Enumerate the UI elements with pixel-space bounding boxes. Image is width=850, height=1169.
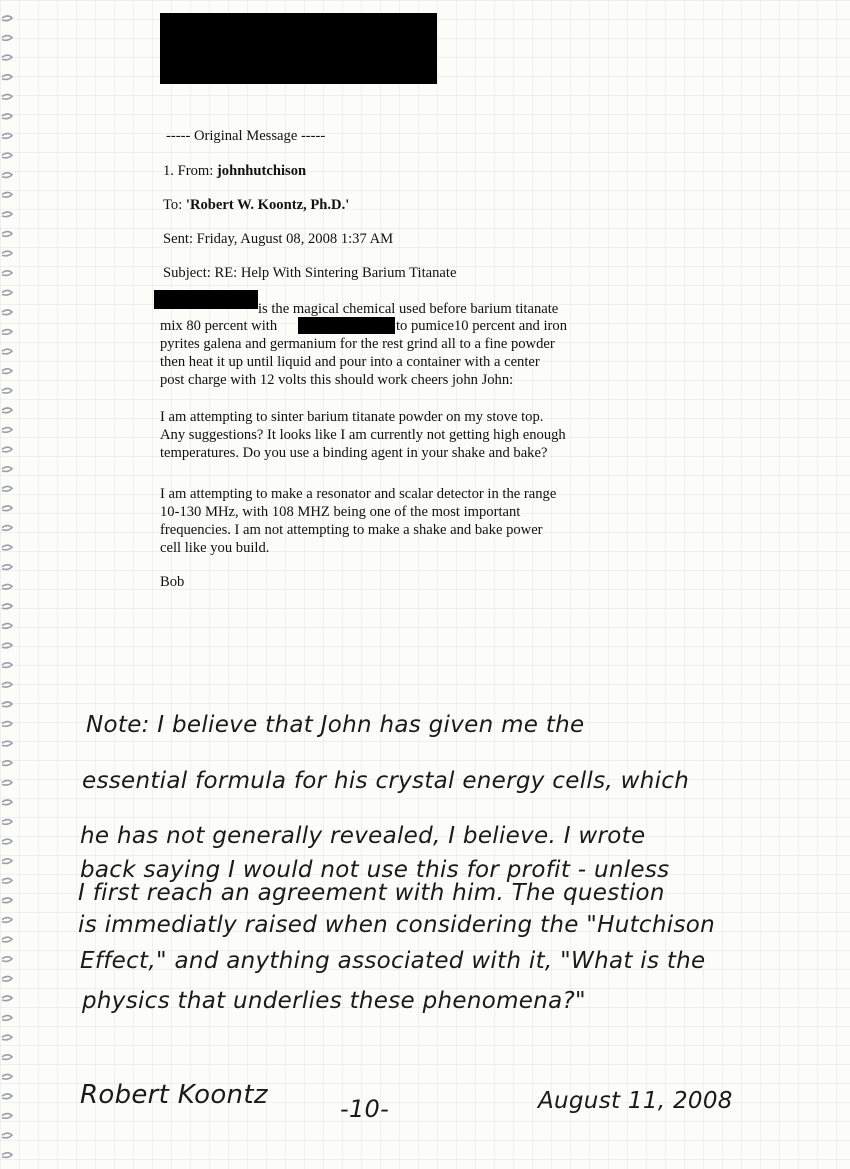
redaction-chemical-name (154, 290, 258, 309)
body-para2-line-4: cell like you build. (160, 540, 270, 556)
binding-hole-icon (2, 839, 12, 844)
binding-hole-icon (2, 232, 12, 237)
binding-hole-icon (2, 173, 12, 178)
binding-hole-icon (2, 545, 12, 550)
body-para1-line-2: Any suggestions? It looks like I am currently not getting high enough (160, 427, 566, 443)
note-line-8: physics that underlies these phenomena?" (82, 988, 586, 1014)
spiral-binding-holes (0, 0, 22, 1169)
note-line-7: Effect," and anything associated with it, "What is the (80, 948, 706, 974)
note-line-5: I first reach an agreement with him. The question (78, 880, 665, 906)
binding-hole-icon (2, 290, 12, 295)
body-para2-line-2: 10-130 MHz, with 108 MHZ being one of the most important (160, 504, 521, 520)
binding-hole-icon (2, 1016, 12, 1021)
binding-hole-icon (2, 722, 12, 727)
from-line (163, 163, 306, 181)
binding-hole-icon (2, 310, 12, 315)
note-date: August 11, 2008 (538, 1088, 733, 1114)
binding-hole-icon (2, 937, 12, 942)
binding-hole-icon (2, 212, 12, 217)
reply-line-2a: mix 80 percent with (160, 318, 278, 334)
note-line-1: Note: I believe that John has given me the (86, 712, 585, 738)
binding-hole-icon (2, 702, 12, 707)
body-para1-line-3: temperatures. Do you use a binding agent in your shake and bake? (160, 445, 548, 461)
to-label: To: (163, 197, 186, 213)
binding-hole-icon (2, 75, 12, 80)
binding-hole-icon (2, 526, 12, 531)
binding-hole-icon (2, 271, 12, 276)
redaction-chemical-name-2 (298, 317, 395, 334)
binding-hole-icon (2, 486, 12, 491)
binding-hole-icon (2, 996, 12, 1001)
binding-hole-icon (2, 565, 12, 570)
reply-line-5: post charge with 12 volts this should work cheers john John: (160, 372, 514, 388)
to-value: 'Robert W. Koontz, Ph.D.' (185, 197, 350, 213)
from-label: 1. From: (163, 163, 217, 179)
reply-line-3: pyrites galena and germanium for the rest grind all to a fine powder (160, 336, 555, 352)
binding-hole-icon (2, 369, 12, 374)
signature-robert-koontz: Robert Koontz (80, 1080, 268, 1110)
reply-line-1: is the magical chemical used before barium titanate (258, 301, 559, 317)
binding-hole-icon (2, 584, 12, 589)
note-line-3: he has not generally revealed, I believe. I wrote (80, 823, 646, 849)
reply-line-4: then heat it up until liquid and pour into a container with a center (160, 354, 540, 370)
binding-hole-icon (2, 349, 12, 354)
subject-line: Subject: RE: Help With Sintering Barium Titanate (163, 265, 457, 281)
binding-hole-icon (2, 1074, 12, 1079)
binding-hole-icon (2, 55, 12, 60)
redaction-header-block (160, 13, 437, 84)
binding-hole-icon (2, 800, 12, 805)
binding-hole-icon (2, 604, 12, 609)
binding-hole-icon (2, 761, 12, 766)
sent-line: Sent: Friday, August 08, 2008 1:37 AM (163, 231, 394, 247)
binding-hole-icon (2, 898, 12, 903)
binding-hole-icon (2, 878, 12, 883)
binding-hole-icon (2, 1133, 12, 1138)
from-value: johnhutchison (216, 163, 307, 179)
binding-hole-icon (2, 663, 12, 668)
body-para2-line-3: frequencies. I am not attempting to make a shake and bake power (160, 522, 543, 538)
binding-hole-icon (2, 643, 12, 648)
note-line-2: essential formula for his crystal energy cells, which (82, 768, 690, 794)
binding-hole-icon (2, 447, 12, 452)
binding-hole-icon (2, 506, 12, 511)
binding-hole-icon (2, 976, 12, 981)
binding-hole-icon (2, 408, 12, 413)
binding-hole-icon (2, 1114, 12, 1119)
binding-hole-icon (2, 1055, 12, 1060)
binding-hole-icon (2, 36, 12, 41)
binding-hole-icon (2, 428, 12, 433)
note-line-4: back saying I would not use this for profit - unless (80, 857, 670, 883)
binding-hole-icon (2, 624, 12, 629)
binding-hole-icon (2, 1094, 12, 1099)
signoff-bob: Bob (160, 574, 185, 590)
binding-hole-icon (2, 780, 12, 785)
binding-hole-icon (2, 134, 12, 139)
binding-hole-icon (2, 1153, 12, 1158)
binding-hole-icon (2, 467, 12, 472)
binding-hole-icon (2, 16, 12, 21)
binding-hole-icon (2, 114, 12, 119)
reply-line-2b: to pumice10 percent and iron (396, 318, 568, 334)
binding-hole-icon (2, 153, 12, 158)
body-para2-line-1: I am attempting to make a resonator and scalar detector in the range (160, 486, 557, 502)
body-para1-line-1: I am attempting to sinter barium titanate powder on my stove top. (160, 409, 544, 425)
binding-hole-icon (2, 94, 12, 99)
binding-hole-icon (2, 1035, 12, 1040)
original-message-separator: ----- Original Message ----- (166, 128, 326, 144)
binding-hole-icon (2, 957, 12, 962)
binding-hole-icon (2, 682, 12, 687)
binding-hole-icon (2, 388, 12, 393)
binding-hole-icon (2, 918, 12, 923)
binding-hole-icon (2, 859, 12, 864)
binding-hole-icon (2, 192, 12, 197)
binding-hole-icon (2, 251, 12, 256)
binding-hole-icon (2, 741, 12, 746)
binding-hole-icon (2, 330, 12, 335)
note-line-6: is immediatly raised when considering the "Hutchison (78, 912, 715, 938)
binding-hole-icon (2, 820, 12, 825)
to-line (163, 197, 349, 215)
page-number: -10- (340, 1095, 390, 1123)
